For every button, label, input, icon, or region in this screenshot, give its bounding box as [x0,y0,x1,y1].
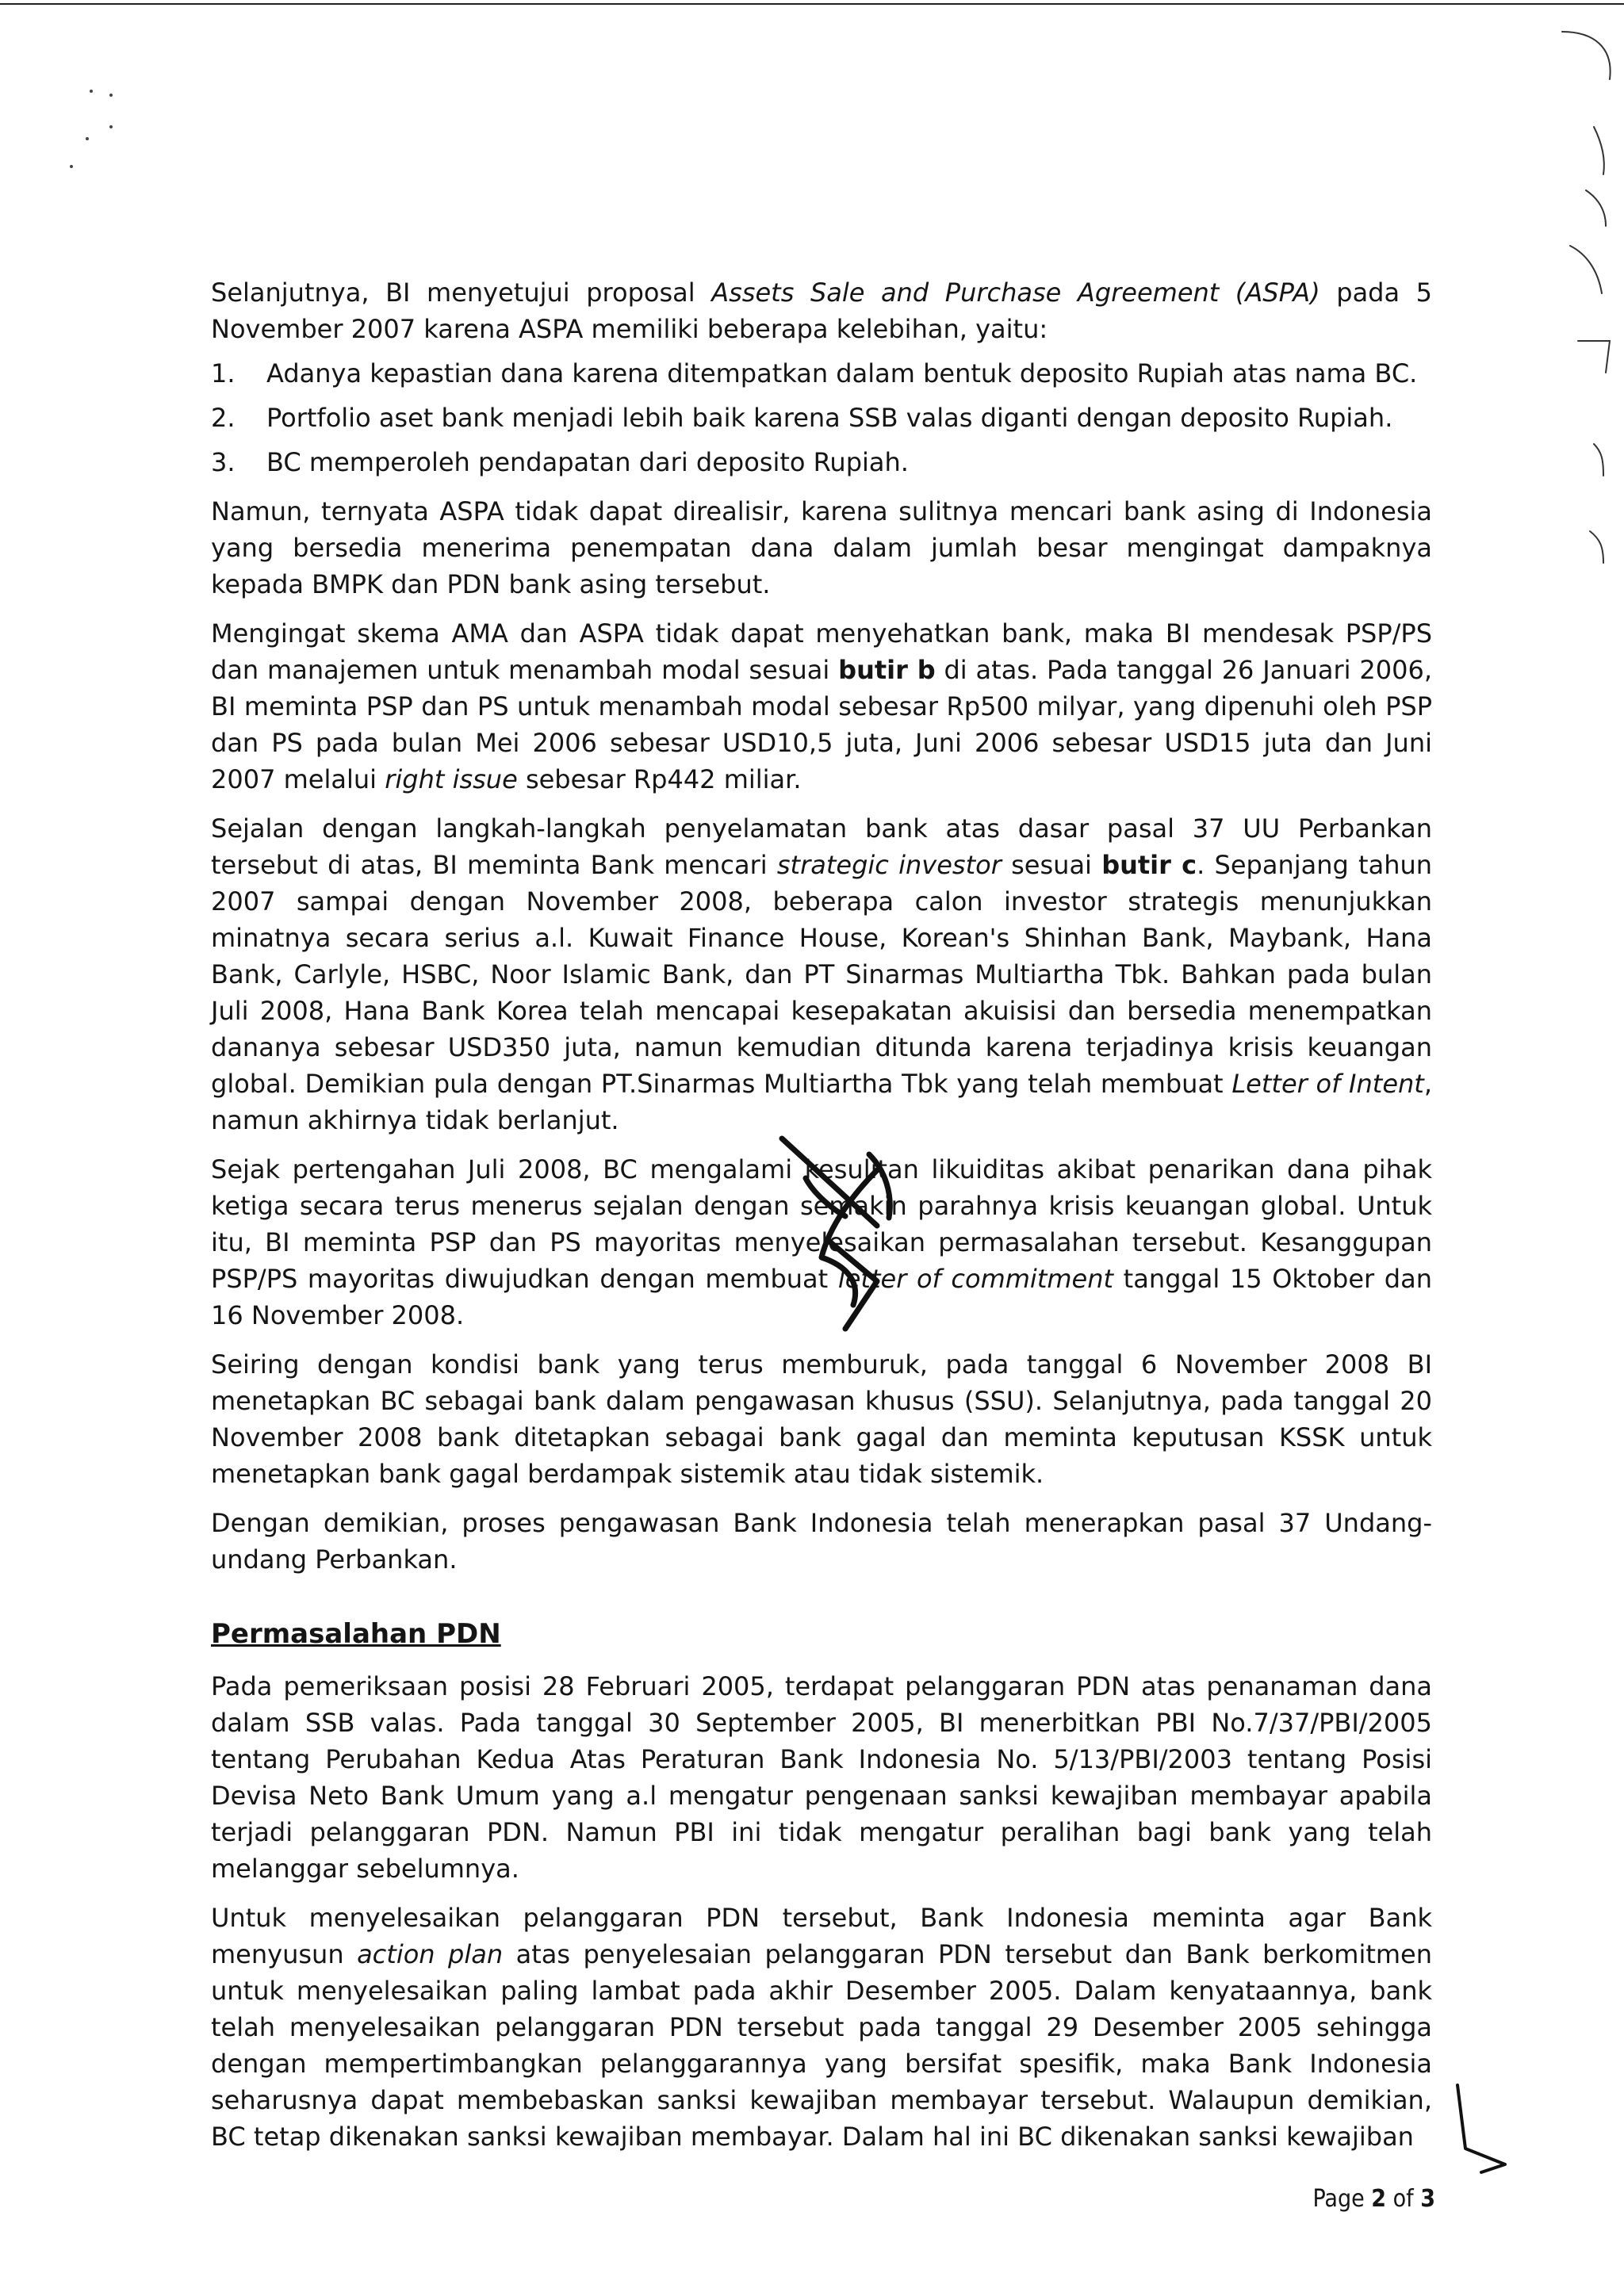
page-footer: Page 2 of 3 [1312,2185,1435,2213]
paragraph-capital-injection: Mengingat skema AMA dan ASPA tidak dapat menyehatkan bank, maka BI mendesak PSP/PS dan manajemen untuk menambah modal sesuai butir b di atas. Pada tanggal 26 Januari 2006, BI meminta PSP dan PS untuk menambah modal sebesar Rp500 milyar, yang dipenuhi oleh PSP dan PS pada bulan Mei 2006 sebesar USD10,5 juta, Juni 2006 sebesar USD15 juta dan Juni 2007 melalui right issue sebesar Rp442 miliar. [211,618,1433,794]
paragraph-aspa-intro: Selanjutnya, BI menyetujui proposal Assets Sale and Purchase Agreement (ASPA) pada 5 November 2007 karena ASPA memiliki beberapa kelebihan, yaitu: [211,277,1433,344]
paragraph-special-supervision: Seiring dengan kondisi bank yang terus memburuk, pada tanggal 6 November 2008 BI menetapkan BC sebagai bank dalam pengawasan khusus (SSU). Selanjutnya, pada tanggal 20 November 2008 bank ditetapkan sebagai bank gagal dan meminta keputusan KSSK untuk menetapkan bank gagal berdampak sistemik atau tidak sistemik. [211,1349,1432,1489]
paragraph-pdn-violation: Pada pemeriksaan posisi 28 Februari 2005, terdapat pelanggaran PDN atas penanaman dana dalam SSB valas. Pada tanggal 30 September 2005, BI menerbitkan PBI No.7/37/PBI/2005 tentang Perubahan Kedua Atas Peraturan Bank Indonesia No. 5/13/PBI/2003 tentang Posisi Devisa Neto Bank Umum yang a.l mengatur pengenaan sanksi kewajiban membayar apabila terjadi pelanggaran PDN. Namun PBI ini tidak mengatur peralihan bagi bank yang telah melanggar sebelumnya. [211,1671,1432,1884]
handwritten-initials-stamp [758,1123,933,1345]
aspa-advantages-list [211,355,1432,480]
paragraph-strategic-investor: Sejalan dengan langkah-langkah penyelamatan bank atas dasar pasal 37 UU Perbankan tersebut di atas, BI meminta Bank mencari strategic investor sesuai butir c. Sepanjang tahun 2007 sampai dengan November 2008, beberapa calon investor strategis menunjukkan minatnya secara serius a.l. Kuwait Finance House, Korean's Shinhan Bank, Maybank, Hana Bank, Carlyle, HSBC, Noor Islamic Bank, dan PT Sinarmas Multiartha Tbk. Bahkan pada bulan Juli 2008, Hana Bank Korea telah mencapai kesepakatan akuisisi dan bersedia menempatkan dananya sebesar USD350 juta, namun kemudian ditunda karena terjadinya krisis keuangan global. Demikian pula dengan PT.Sinarmas Multiartha Tbk yang telah membuat Letter of Intent, namun akhirnya tidak berlanjut. [211,813,1433,1135]
list-item: 2. Portfolio aset bank menjadi lebih baik karena SSB valas diganti dengan deposito Rupiah. [211,403,1393,433]
scan-top-rule [0,3,1624,5]
handwritten-corner-mark [1450,2077,1513,2180]
list-item: 3. BC memperoleh pendapatan dari deposito Rupiah. [211,447,909,477]
paragraph-conclusion: Dengan demikian, proses pengawasan Bank Indonesia telah menerapkan pasal 37 Undang-undang Perbankan. [211,1508,1432,1575]
paragraph-liquidity-difficulty: Sejak pertengahan Juli 2008, BC mengalami kesulitan likuiditas akibat penarikan dana pihak ketiga secara terus menerus sejalan dengan semakin parahnya krisis keuangan global. Untuk itu, BI meminta PSP dan PS mayoritas menyelesaikan permasalahan tersebut. Kesanggupan PSP/PS mayoritas diwujudkan dengan membuat letter of commitment tanggal 15 Oktober dan 16 November 2008. [211,1154,1433,1330]
paragraph-aspa-unrealized: Namun, ternyata ASPA tidak dapat direalisir, karena sulitnya mencari bank asing di Indonesia yang bersedia menerima penempatan dana dalam jumlah besar mengingat dampaknya kepada BMPK dan PDN bank asing tersebut. [211,496,1432,599]
list-item: 1. Adanya kepastian dana karena ditempatkan dalam bentuk deposito Rupiah atas nama BC. [211,358,1418,388]
section-heading: Permasalahan PDN [211,1618,501,1650]
paragraph-pdn-settlement: Untuk menyelesaikan pelanggaran PDN tersebut, Bank Indonesia meminta agar Bank menyusun action plan atas penyelesaian pelanggaran PDN tersebut dan Bank berkomitmen untuk menyelesaikan paling lambat pada akhir Desember 2005. Dalam kenyataannya, bank telah menyelesaikan pelanggaran PDN tersebut pada tanggal 29 Desember 2005 sehingga dengan mempertimbangkan pelanggarannya yang bersifat spesifik, maka Bank Indonesia seharusnya dapat membebaskan sanksi kewajiban membayar tersebut. Walaupun demikian, BC tetap dikenakan sanksi kewajiban membayar. Dalam hal ini BC dikenakan sanksi kewajiban [211,1903,1433,2152]
